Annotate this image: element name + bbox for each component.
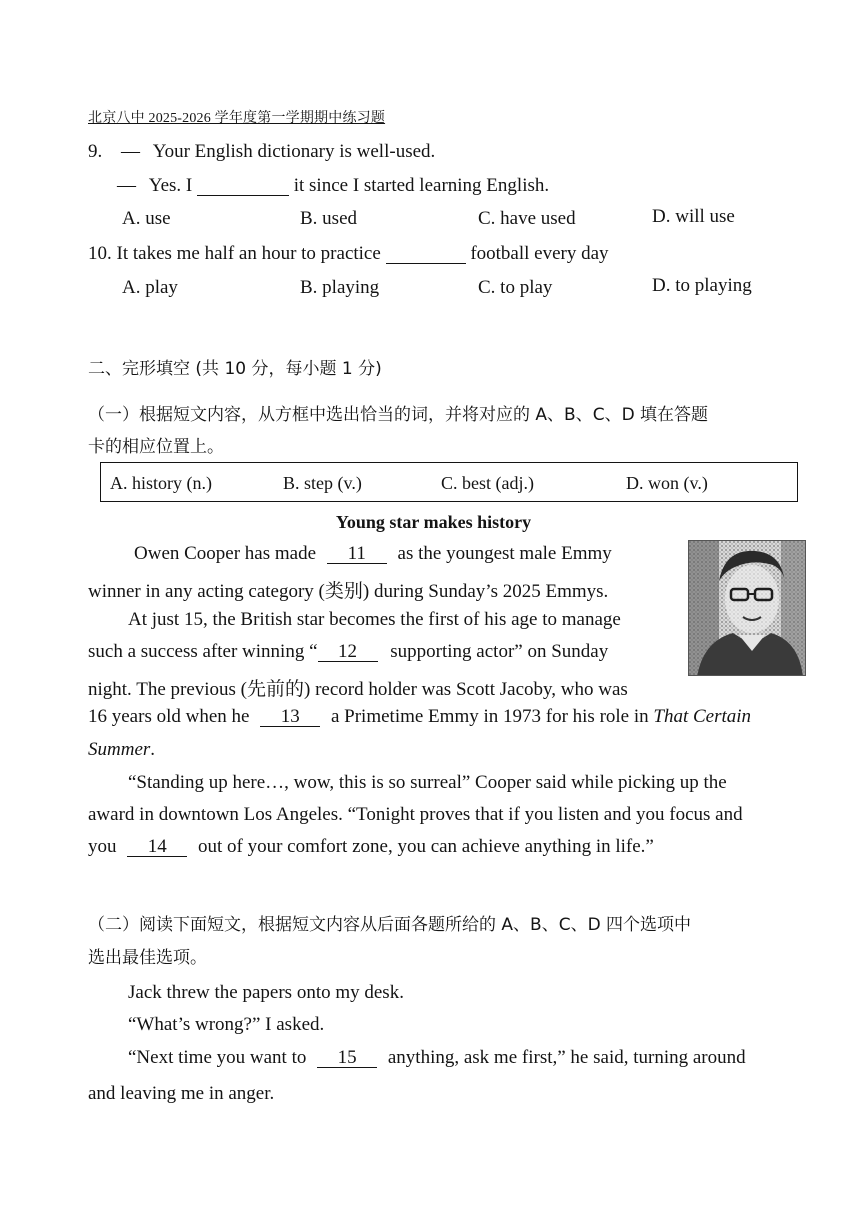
q9-line2 [117,175,549,197]
q9-number: 9. [88,141,103,162]
q9-blank [197,176,289,196]
blank-14: 14 [127,837,187,857]
portrait-image [689,541,806,676]
p1-line2: winner in any acting category (类别) during Sunday’s 2025 Emmys. [88,581,609,602]
p3-line3-end: out of your comfort zone, you can achieve anything in life.” [198,836,654,857]
p1-line1 [134,543,612,565]
film-title-part1: That Certain [653,706,752,727]
q10-stem-end: football every day [470,243,609,264]
word-option-a: A. history (n.) [110,473,212,493]
p1-text-end: as the youngest male Emmy [397,543,612,564]
p3-line3-start: you [88,836,117,857]
q9-option-d: D. will use [652,206,735,227]
word-option-b: B. step (v.) [283,473,362,493]
owen-cooper-photo [688,540,806,676]
q10-option-b: B. playing [300,277,380,298]
word-box [100,462,798,502]
q10-option-d: D. to playing [652,275,752,296]
word-option-d: D. won (v.) [626,473,708,493]
p3-line1: “Standing up here…, wow, this is so surreal” Cooper said while picking up the [128,772,727,793]
s3-start: “Next time you want to [128,1047,307,1068]
s3-end: anything, ask me first,” he said, turning around [387,1047,746,1068]
q9-line1 [88,141,435,163]
p3-line3 [88,836,654,858]
p2-line4-start: 16 years old when he [88,706,250,727]
p2-line4 [88,706,751,728]
p2-line2-start: such a success after winning “ [88,641,318,662]
q10-blank [386,244,466,264]
p2-line2 [88,641,608,663]
q10-option-a: A. play [122,277,178,298]
p3-line2: award in downtown Los Angeles. “Tonight proves that if you listen and you focus and [88,804,743,825]
q9-sentence1: Your English dictionary is well-used. [152,141,436,162]
q10-stem-start: 10. It takes me half an hour to practice [88,243,381,264]
story-sentence-4: and leaving me in anger. [88,1083,275,1104]
p2-line1: At just 15, the British star becomes the first of his age to manage [128,609,621,630]
q9-option-c: C. have used [478,208,576,229]
p2-line4-mid: a Primetime Emmy in 1973 for his role in [330,706,649,727]
story-sentence-2: “What’s wrong?” I asked. [128,1014,325,1035]
blank-11: 11 [327,544,387,564]
q9-dash1: — [121,141,140,162]
p2-line5-period: . [150,739,156,760]
blank-12: 12 [318,642,378,662]
passage-title: Young star makes history [335,512,532,532]
q10-option-c: C. to play [478,277,553,298]
q9-option-a: A. use [122,208,171,229]
part1-instruction-line1: （一）根据短文内容，从方框中选出恰当的词，并将对应的 A、B、C、D 填在答题 [88,405,709,425]
blank-15: 15 [317,1048,377,1068]
p2-line3: night. The previous (先前的) record holder was Scott Jacoby, who was [88,679,628,700]
q10-stem [88,243,609,265]
film-title-part2: Summer [88,739,151,760]
word-option-c: C. best (adj.) [441,473,534,493]
exam-header: 北京八中 2025-2026 学年度第一学期期中练习题 [88,111,386,126]
p2-line5 [88,739,155,761]
part2-instruction-line2: 选出最佳选项。 [88,948,207,968]
story-sentence-3 [128,1047,746,1069]
q9-dash2: — [117,175,136,196]
section-title: 二、完形填空 (共 10 分，每小题 1 分) [88,359,382,379]
q9-sentence2-end: it since I started learning English. [293,175,550,196]
story-sentence-1: Jack threw the papers onto my desk. [128,982,404,1003]
p2-line2-end: supporting actor” on Sunday [390,641,609,662]
part1-instruction-line2: 卡的相应位置上。 [88,437,224,457]
blank-13: 13 [260,707,320,727]
q9-sentence2-start: Yes. I [148,175,193,196]
part2-instruction-line1: （二）阅读下面短文，根据短文内容从后面各题所给的 A、B、C、D 四个选项中 [88,915,692,935]
p1-text-start: Owen Cooper has made [134,543,317,564]
q9-option-b: B. used [300,208,357,229]
